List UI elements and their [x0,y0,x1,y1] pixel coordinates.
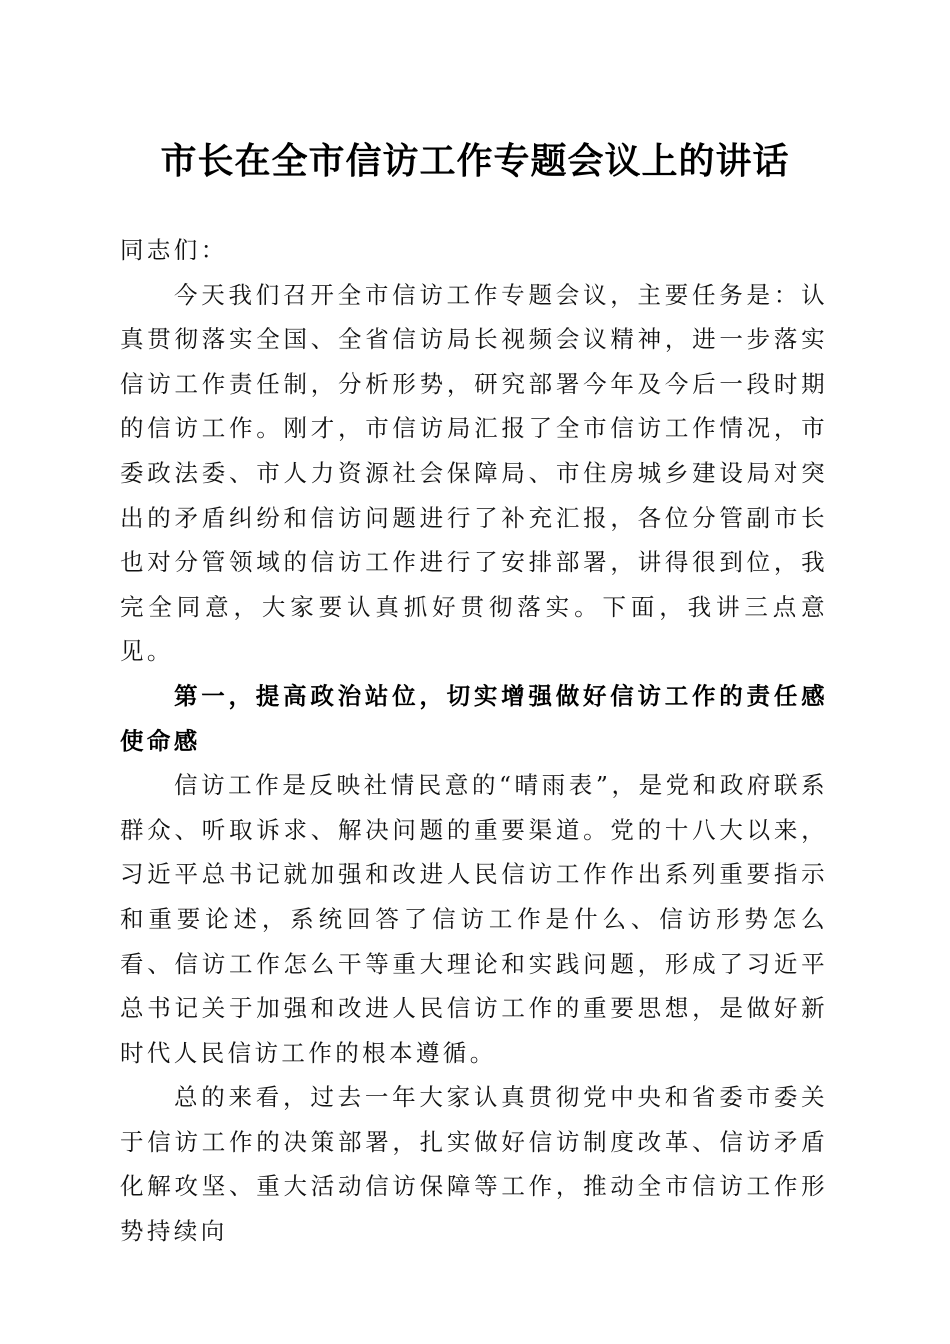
paragraph-significance: 信访工作是反映社情民意的“晴雨表”，是党和政府联系群众、听取诉求、解决问题的重要渠道。党的十八大以来，习近平总书记就加强和改进人民信访工作作出系列重要指示和重要论述，系统回答了信访工作是什么、信访形势怎么看、信访工作怎么干等重大理论和实践问题，形成了习近平总书记关于加强和改进人民信访工作的重要思想，是做好新时代人民信访工作的根本遵循。 [120,771,828,1067]
section-heading-first: 第一，提高政治站位，切实增强做好信访工作的责任感使命感 [120,681,828,755]
document-title: 市长在全市信访工作专题会议上的讲话 [160,140,790,182]
salutation: 同志们： [120,236,228,264]
paragraph-review: 总的来看，过去一年大家认真贯彻党中央和省委市委关于信访工作的决策部署，扎实做好信访制度改革、信访矛盾化解攻坚、重大活动信访保障等工作，推动全市信访工作形势持续向 [120,1083,828,1246]
paragraph-intro: 今天我们召开全市信访工作专题会议，主要任务是：认真贯彻落实全国、全省信访局长视频会议精神，进一步落实信访工作责任制，分析形势，研究部署今年及今后一段时期的信访工作。刚才，市信访局汇报了全市信访工作情况，市委政法委、市人力资源社会保障局、市住房城乡建设局对突出的矛盾纠纷和信访问题进行了补充汇报，各位分管副市长也对分管领域的信访工作进行了安排部署，讲得很到位，我完全同意，大家要认真抓好贯彻落实。下面，我讲三点意见。 [120,280,828,666]
document-body [120,228,828,1254]
